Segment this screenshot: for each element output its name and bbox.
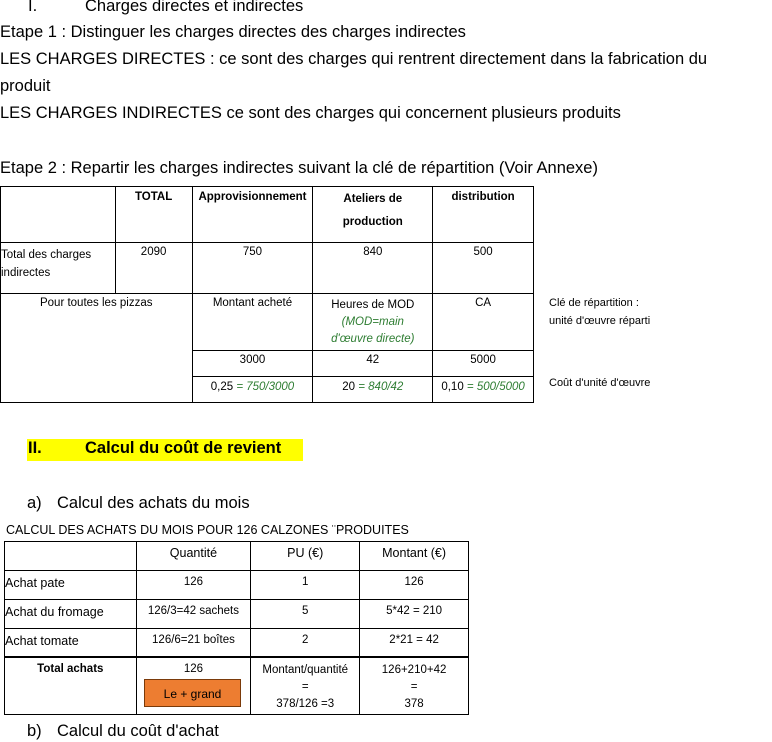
repartition-table	[0, 186, 534, 403]
etape-1: Etape 1 : Distinguer les charges directes des charges indirectes	[0, 23, 466, 41]
achats-header-empty	[5, 542, 137, 571]
side-cle-line2: unité d'œuvre réparti	[549, 315, 651, 327]
side-cle-line1-text: Clé de répartition :	[549, 297, 639, 309]
sub-a-letter: a)	[27, 494, 42, 512]
cout-ateliers-value: 20	[342, 381, 356, 393]
header-ateliers-line2: production	[342, 216, 403, 228]
heures-mod-line1: Heures de MOD	[331, 299, 415, 311]
heures-mod-line2: (MOD=main	[341, 316, 404, 328]
cell-total: 2090	[115, 243, 192, 294]
header-appro: Approvisionnement	[192, 187, 313, 243]
etape-2: Etape 2 : Repartir les charges indirectes suivant la clé de répartition (Voir Annexe)	[0, 159, 598, 177]
cell-distribution: 500	[433, 243, 534, 294]
cout-appro-formula: = 750/3000	[233, 381, 295, 393]
cell-ca: CA	[433, 294, 534, 351]
achats-row-pu: 5	[251, 600, 360, 629]
le-plus-grand-button[interactable]: Le + grand	[144, 679, 241, 707]
achats-total-pu-line3: 378/126 =3	[276, 697, 335, 710]
cell-nb-appro: 3000	[192, 351, 313, 377]
header-distribution: distribution	[433, 187, 534, 243]
cell-ateliers: 840	[313, 243, 433, 294]
cell-pour-toutes-pizzas: Pour toutes les pizzas	[1, 294, 193, 403]
achats-row-qty: 126/6=21 boîtes	[136, 629, 251, 657]
achats-row-montant: 126	[360, 571, 469, 600]
cell-nb-distribution: 5000	[433, 351, 534, 377]
achats-total-montant-line1: 126+210+42	[381, 663, 447, 676]
cell-montant-achete: Montant acheté	[192, 294, 313, 351]
section-2-heading	[27, 439, 303, 461]
cell-heures-mod	[313, 294, 433, 351]
cell-cout-ateliers	[313, 377, 433, 403]
achats-row-label: Achat tomate	[5, 629, 137, 657]
charges-directes-line1: LES CHARGES DIRECTES : ce sont des charges qui rentrent directement dans la fabrication du	[0, 50, 708, 68]
cout-distribution-formula: = 500/5000	[463, 381, 525, 393]
achats-total-montant	[360, 657, 469, 715]
section-2-title: Calcul du coût de revient	[85, 439, 282, 457]
section-1-title: Charges directes et indirectes	[85, 0, 304, 15]
header-empty-cell	[1, 187, 116, 243]
achats-row-pu: 2	[251, 629, 360, 657]
label-line2: indirectes	[1, 267, 51, 279]
achats-header-quantite: Quantité	[136, 542, 251, 571]
section-1-numeral: I.	[28, 0, 38, 15]
section-2-numeral: II.	[28, 439, 42, 457]
achats-header-pu: PU (€)	[251, 542, 360, 571]
charges-indirectes: LES CHARGES INDIRECTES ce sont des charges qui concernent plusieurs produits	[0, 104, 621, 122]
label-line1	[1, 246, 115, 264]
achats-total-montant-line3: 378	[404, 697, 424, 710]
row-label-total-charges	[1, 243, 116, 294]
achats-total-pu-line1: Montant/quantité	[262, 663, 349, 676]
achats-row-montant: 2*21 = 42	[360, 629, 469, 657]
cell-cout-distribution	[433, 377, 534, 403]
side-cout-unite: Coût d'unité d'œuvre	[549, 377, 651, 389]
cell-appro: 750	[192, 243, 313, 294]
cout-appro-value: 0,25	[210, 381, 234, 393]
side-cle-line1	[549, 297, 671, 309]
achats-total-pu	[251, 657, 360, 715]
sub-b-letter: b)	[27, 722, 42, 740]
achats-header-montant: Montant (€)	[360, 542, 469, 571]
achats-row-qty: 126	[136, 571, 251, 600]
achats-row-pu: 1	[251, 571, 360, 600]
achats-total-pu-line2: =	[301, 680, 309, 693]
sub-b-title: Calcul du coût d'achat	[57, 722, 219, 740]
charges-directes-line2: produit	[0, 77, 51, 95]
achats-total-qty-value: 126	[183, 662, 204, 675]
cout-distribution-value: 0,10	[441, 381, 464, 393]
achats-total-montant-line2: =	[410, 680, 418, 693]
achats-row-montant: 5*42 = 210	[360, 600, 469, 629]
achats-row-label: Achat du fromage	[5, 600, 137, 629]
achats-row-label: Achat pate	[5, 571, 137, 600]
header-ateliers	[313, 187, 433, 243]
sub-a-title: Calcul des achats du mois	[57, 494, 250, 512]
table2-caption: CALCUL DES ACHATS DU MOIS POUR 126 CALZONES ¨PRODUITES	[6, 523, 409, 537]
header-ateliers-line1: Ateliers de	[343, 193, 403, 205]
cell-cout-appro	[192, 377, 313, 403]
heures-mod-line3: d'œuvre directe)	[331, 333, 415, 345]
cell-nb-ateliers: 42	[313, 351, 433, 377]
cout-ateliers-formula: = 840/42	[355, 381, 404, 393]
label-line1-text: Total des charges	[1, 249, 92, 261]
achats-row-qty: 126/3=42 sachets	[136, 600, 251, 629]
header-total: TOTAL	[115, 187, 192, 243]
achats-total-label: Total achats	[5, 657, 137, 715]
